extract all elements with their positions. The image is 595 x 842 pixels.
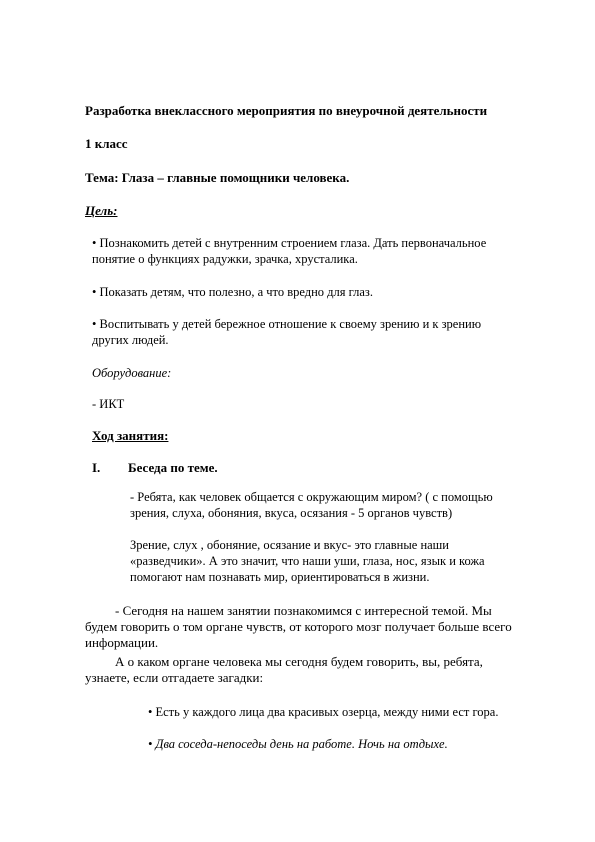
riddle-2 (148, 737, 448, 752)
paragraph-4-line-2: узнаете, если отгадаете загадки: (85, 670, 264, 685)
paragraph-2-line-1: Зрение, слух , обоняние, осязание и вкус- это главные наши (130, 538, 450, 552)
topic-title: Тема: Глаза – главные помощники человека. (85, 170, 350, 185)
goal-label: Цель: (85, 203, 118, 218)
goal-item-3-line-2: других людей. (92, 333, 169, 347)
paragraph-1-line-1: - Ребята, как человек общается с окружающим миром? ( с помощью (130, 490, 493, 504)
document-heading: Разработка внеклассного мероприятия по внеурочной деятельности (85, 103, 488, 118)
paragraph-4-line-1: А о каком органе человека мы сегодня будем говорить, вы, ребята, (115, 654, 483, 669)
progress-label: Ход занятия: (92, 428, 169, 443)
riddle-1: • Есть у каждого лица два красивых озерца, между ними ест гора. (148, 705, 499, 719)
paragraph-3-line-1: - Сегодня на нашем занятии познакомимся с интересной темой. Мы (115, 603, 492, 618)
riddle-2-text: • Два соседа-непоседы день на работе. Ночь на отдыхе. (148, 737, 448, 751)
paragraph-1-line-2: зрения, слуха, обоняния, вкуса, осязания - 5 органов чувств) (130, 506, 453, 520)
grade-label: 1 класс (85, 136, 128, 151)
section-title: Беседа по теме. (128, 460, 218, 475)
goal-item-3-line-1: • Воспитывать у детей бережное отношение к своему зрению и к зрению (92, 317, 482, 331)
paragraph-2-line-2: «разведчики». А это значит, что наши уши, глаза, нос, язык и кожа (130, 554, 485, 568)
goal-item-1-line-1: • Познакомить детей с внутренним строением глаза. Дать первоначальное (92, 236, 487, 250)
section-numeral: I. (92, 460, 101, 475)
paragraph-3-line-3: информации. (85, 635, 159, 650)
equipment-label: Оборудование: (92, 366, 172, 380)
goal-item-2: • Показать детям, что полезно, а что вредно для глаз. (92, 285, 373, 299)
paragraph-2-line-3: помогают нам познавать мир, ориентироваться в жизни. (130, 570, 430, 584)
equipment-item: - ИКТ (92, 397, 125, 411)
paragraph-3-line-2: будем говорить о том органе чувств, от которого мозг получает больше всего (85, 619, 512, 634)
goal-item-1-line-2: понятие о функциях радужки, зрачка, хрусталика. (92, 252, 358, 266)
